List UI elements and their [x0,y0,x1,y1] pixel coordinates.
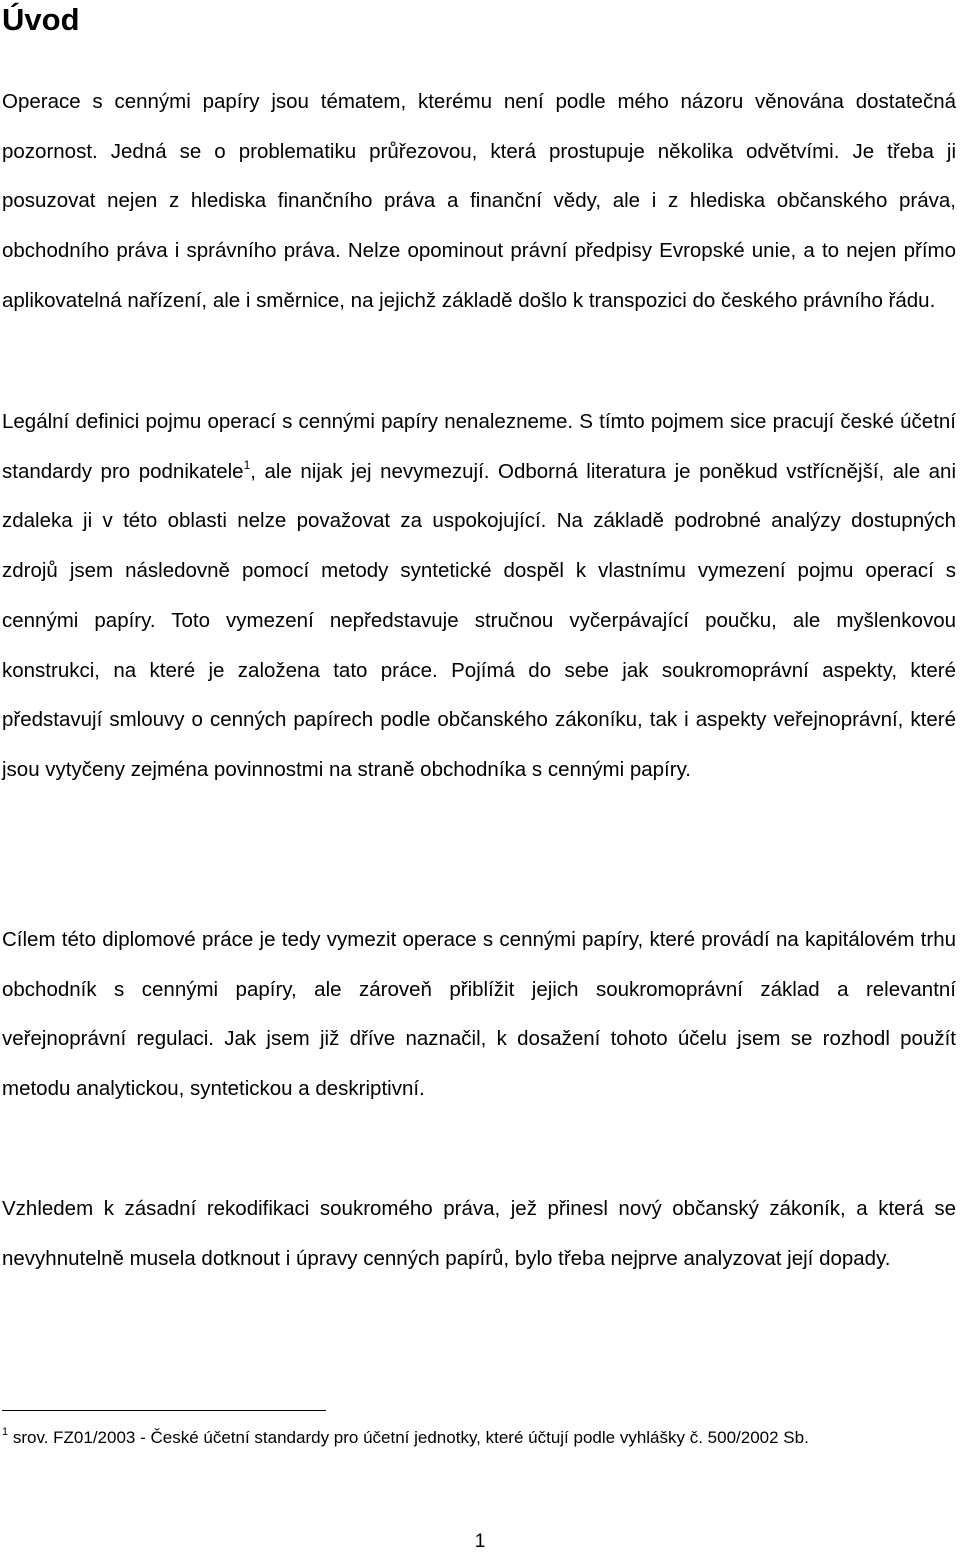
page-number: 1 [474,1531,486,1552]
paragraph-intro: Operace s cennými papíry jsou tématem, kterému není podle mého názoru věnována dostatečná pozornost. Jedná se o problematiku průřezovou, která prostupuje několika odvětvími. Je třeba ji posuzovat nejen z hlediska finančního práva a finanční vědy, ale i z hlediska občanského práva, obchodního práva i správního práva. Nelze opominout právní předpisy Evropské unie, a to nejen přímo aplikovatelná nařízení, ale i směrnice, na jejichž základě došlo k transpozici do českého právního řádu. [2,90,956,312]
footnote-reference[interactable]: 1 [243,457,251,472]
paragraph-goal: Cílem této diplomové práce je tedy vymezit operace s cennými papíry, které provádí na kapitálovém trhu obchodník s cennými papíry, ale zároveň přiblížit jejich soukromoprávní základ a relevantní veřejnoprávní regulaci. Jak jsem již dříve naznačil, k dosažení tohoto účelu jsem se rozhodl použít metodu analytickou, syntetickou a deskriptivní. [2,928,956,1101]
paragraph-text-before-ref: Legální definici pojmu operací s cennými papíry nenalezneme. S tímto pojmem sice pracují české účetní standardy pro podnikatele [2,410,956,483]
footnote-marker: 1 [2,1426,9,1438]
footnote [2,1424,956,1452]
footnote-divider [2,1410,326,1411]
paragraph-definition [2,397,956,795]
paragraph-text-after-ref: , ale nijak jej nevymezují. Odborná literatura je poněkud vstřícnější, ale ani zdaleka ji v této oblasti nelze považovat za uspokojující. Na základě podrobné analýzy dostupných zdrojů jsem následovně pomocí metody syntetické dospěl k vlastnímu vymezení pojmu operací s cennými papíry. Toto vymezení nepředstavuje stručnou vyčerpávající poučku, ale myšlenkovou konstrukci, na které je založena tato práce. Pojímá do sebe jak soukromoprávní aspekty, které představují smlouvy o cenných papírech podle občanského zákoníku, tak i aspekty veřejnoprávní, které jsou vytyčeny zejména povinnostmi na straně obchodníka s cennými papíry. [2,459,956,781]
page-heading: Úvod [2,2,80,37]
footnote-text: srov. FZ01/2003 - České účetní standardy pro účetní jednotky, které účtují podle vyhlášky č. 500/2002 Sb. [8,1428,809,1447]
paragraph-recodification: Vzhledem k zásadní rekodifikaci soukromého práva, jež přinesl nový občanský zákoník, a která se nevyhnutelně musela dotknout i úpravy cenných papírů, bylo třeba nejprve analyzovat její dopady. [2,1197,956,1270]
